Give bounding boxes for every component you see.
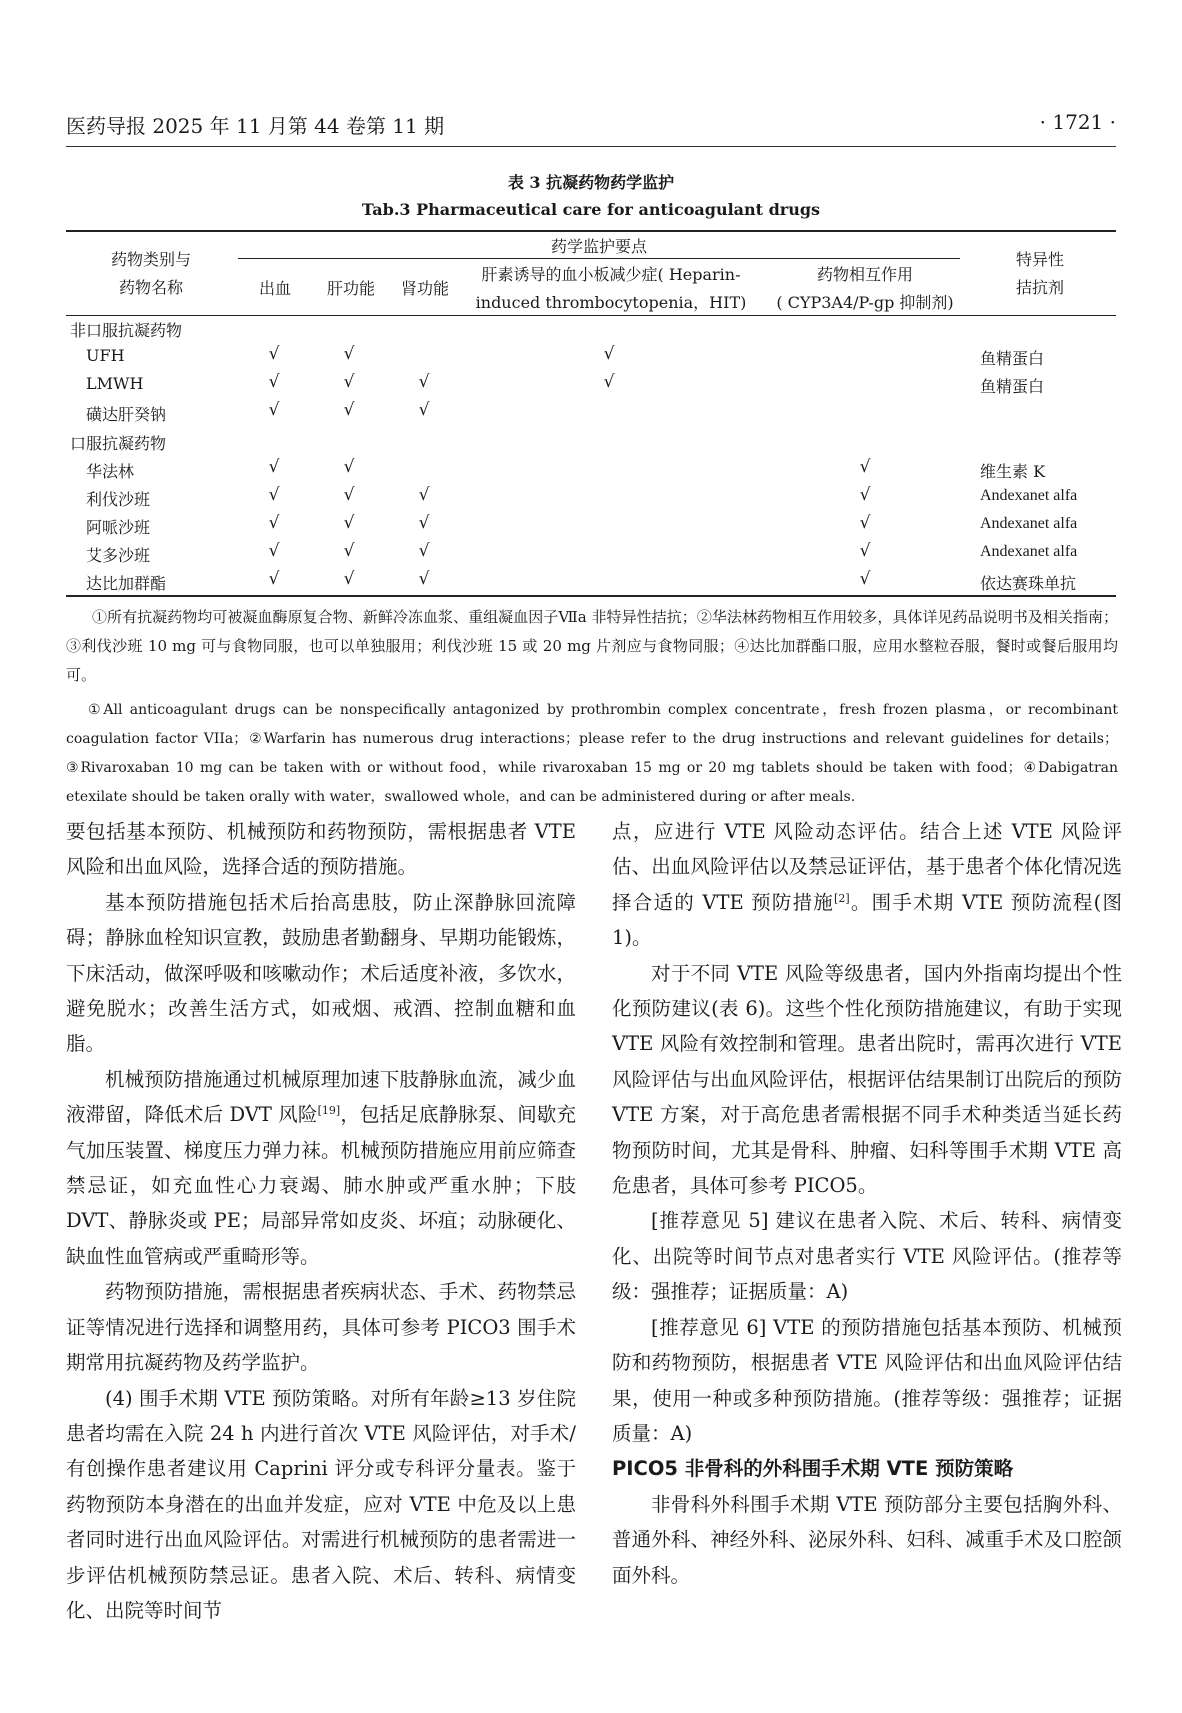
journal-header: 医药导报 2025 年 11 月第 44 卷第 11 期 [66, 114, 445, 138]
check-mark: √ [268, 372, 280, 392]
citation: [2] [834, 891, 850, 905]
paragraph-text: ，包括足底静脉泵、间歇充气加压装置、梯度压力弹力袜。机械预防措施应用前应筛查禁忌证，如充血性心力衰竭、肺水肿或严重水肿；下肢 DVT、静脉炎或 PE；局部异常如皮炎、坏疽；动脉硬化、缺血性血管病或严重畸形等。 [66, 1103, 576, 1268]
table-caption-cn: 表 3 抗凝药物药学监护 [507, 173, 675, 192]
check-mark: √ [343, 457, 355, 477]
check-mark: √ [418, 541, 430, 561]
antidote: 依达赛珠单抗 [980, 574, 1077, 593]
antidote: Andexanet alfa [980, 543, 1078, 560]
col-header-drug-line1: 药物类别与 [110, 250, 191, 269]
table-group-rule [238, 258, 960, 259]
col-header-antidote-line1: 特异性 [1015, 250, 1064, 269]
check-mark: √ [268, 569, 280, 589]
drug-name: LMWH [86, 374, 144, 393]
check-mark: √ [343, 513, 355, 533]
section-heading: PICO5 非骨科的外科围手术期 VTE 预防策略 [612, 1457, 1014, 1481]
antidote: 鱼精蛋白 [980, 377, 1045, 396]
header-rule [66, 146, 1116, 147]
check-mark: √ [859, 541, 871, 561]
table-caption-en: Tab.3 Pharmaceutical care for anticoagulant drugs [361, 200, 821, 219]
recommendation: [推荐意见 6] VTE 的预防措施包括基本预防、机械预防和药物预防，根据患者 VTE 风险评估和出血风险评估结果，使用一种或多种预防措施。(推荐等级：强推荐；证据质量：A) [612, 1315, 1122, 1445]
paragraph: 基本预防措施包括术后抬高患肢，防止深静脉回流障碍；静脉血栓知识宣教，鼓励患者勤翻身、早期功能锻炼，下床活动，做深呼吸和咳嗽动作；术后适度补液，多饮水，避免脱水；改善生活方式，如戒烟、戒酒、控制血糖和血脂。 [66, 890, 576, 1056]
col-header-hit-line1: 肝素诱导的血小板减少症( Heparin- [481, 265, 741, 284]
check-mark: √ [418, 513, 430, 533]
col-header-ddi-line1: 药物相互作用 [816, 265, 913, 284]
check-mark: √ [343, 400, 355, 420]
check-mark: √ [343, 344, 355, 364]
check-mark: √ [268, 457, 280, 477]
col-header-drug-line2: 药物名称 [118, 278, 183, 297]
check-mark: √ [268, 513, 280, 533]
check-mark: √ [343, 372, 355, 392]
table-note-en: ①All anticoagulant drugs can be nonspecifically antagonized by prothrombin complex concentrate，fresh frozen plasma，or recombinant coagulation factor VIIa；②Warfarin has numerous drug interactions；please refer to the drug instructions and relevant guidelines for details；③Rivaroxaban 10 mg can be taken with or without food，while rivaroxaban 15 mg or 20 mg tablets should be taken with food；④Dabigatran etexilate should be taken orally with water，swallowed whole，and can be administered during or after meals. [66, 702, 1118, 805]
antidote: 维生素 K [980, 462, 1046, 481]
recommendation: [推荐意见 5] 建议在患者入院、术后、转科、病情变化、出院等时间节点对患者实行 VTE 风险评估。(推荐等级：强推荐；证据质量：A) [612, 1209, 1122, 1304]
paragraph: 对于不同 VTE 风险等级患者，国内外指南均提出个性化预防建议(表 6)。这些个性化预防措施建议，有助于实现 VTE 风险有效控制和管理。患者出院时，需再次进行 VTE 风险评估与出血风险评估，根据评估结果制订出院后的预防 VTE 方案，对于高危患者需根据不同手术种类适当延长药物预防时间，尤其是骨科、肿瘤、妇科等围手术期 VTE 高危患者，具体可参考 PICO5。 [612, 961, 1122, 1198]
check-mark: √ [268, 344, 280, 364]
paragraph [66, 1062, 576, 1274]
paragraph: (4) 围手术期 VTE 预防策略。对所有年龄≥13 岁住院患者均需在入院 24 h 内进行首次 VTE 风险评估，对手术/有创操作患者建议用 Caprini 评分或专科评分量表。鉴于药物预防本身潜在的出血并发症，应对 VTE 中危及以上患者同时进行出血风险评估。对需进行机械预防的患者需进一步评估机械预防禁忌证。患者入院、术后、转科、病情变化、出院等时间节 [66, 1386, 576, 1622]
check-mark: √ [859, 569, 871, 589]
citation: [19] [317, 1104, 341, 1118]
page-number: · 1721 · [1039, 110, 1116, 134]
table-top-rule [66, 230, 1116, 232]
check-mark: √ [343, 541, 355, 561]
paragraph: 要包括基本预防、机械预防和药物预防，需根据患者 VTE 风险和出血风险，选择合适的预防措施。 [66, 820, 576, 879]
body-column-right [612, 814, 1122, 1593]
body-column-left [66, 814, 576, 1628]
check-mark: √ [268, 400, 280, 420]
row-group-oral: 口服抗凝药物 [70, 434, 167, 453]
col-header-group: 药学监护要点 [550, 237, 647, 256]
check-mark: √ [603, 372, 615, 392]
drug-name: UFH [86, 346, 125, 365]
check-mark: √ [268, 485, 280, 505]
check-mark: √ [859, 485, 871, 505]
check-mark: √ [343, 485, 355, 505]
col-header-hit-line2: induced thrombocytopenia，HIT) [475, 293, 747, 312]
check-mark: √ [603, 344, 615, 364]
paragraph: 药物预防措施，需根据患者疾病状态、手术、药物禁忌证等情况进行选择和调整用药，具体可参考 PICO3 围手术期常用抗凝药物及药学监护。 [66, 1280, 576, 1375]
col-header-bleeding: 出血 [258, 279, 291, 298]
check-mark: √ [268, 541, 280, 561]
antidote: Andexanet alfa [980, 487, 1078, 504]
col-header-kidney: 肾功能 [400, 279, 449, 298]
check-mark: √ [859, 457, 871, 477]
check-mark: √ [343, 569, 355, 589]
row-group-parenteral: 非口服抗凝药物 [70, 321, 183, 340]
table-note-cn: ①所有抗凝药物均可被凝血酶原复合物、新鲜冷冻血浆、重组凝血因子Ⅶa 非特异性拮抗；②华法林药物相互作用较多，具体详见药品说明书及相关指南；③利伐沙班 10 mg 可与食物同服，也可以单独服用；利伐沙班 15 或 20 mg 片剂应与食物同服；④达比加群酯口服，应用水整粒吞服，餐时或餐后服用均可。 [66, 608, 1118, 684]
drug-name: 阿哌沙班 [86, 518, 151, 537]
check-mark: √ [418, 569, 430, 589]
col-header-liver: 肝功能 [326, 279, 375, 298]
check-mark: √ [859, 513, 871, 533]
drug-name: 华法林 [86, 462, 135, 481]
col-header-antidote-line2: 拮抗剂 [1015, 278, 1064, 297]
paragraph-text: 。围手术期 VTE 预防流程(图 1)。 [612, 890, 1122, 950]
table-bottom-rule [66, 595, 1116, 597]
check-mark: √ [418, 372, 430, 392]
paragraph [612, 814, 1122, 956]
check-mark: √ [418, 485, 430, 505]
check-mark: √ [418, 400, 430, 420]
paragraph: 非骨科外科围手术期 VTE 预防部分主要包括胸外科、普通外科、神经外科、泌尿外科、妇科、减重手术及口腔颌面外科。 [612, 1492, 1122, 1587]
drug-name: 艾多沙班 [86, 546, 151, 565]
antidote: Andexanet alfa [980, 515, 1078, 532]
col-header-ddi-line2: ( CYP3A4/P-gp 抑制剂) [776, 293, 954, 312]
paragraph-text: 点，应进行 VTE 风险动态评估。结合上述 VTE 风险评估、出血风险评估以及禁忌证评估，基于患者个体化情况选择合适的 VTE 预防措施 [612, 820, 1122, 914]
table-header-rule [66, 315, 1116, 316]
drug-name: 利伐沙班 [86, 490, 151, 509]
drug-name: 磺达肝癸钠 [86, 405, 167, 424]
drug-name: 达比加群酯 [86, 574, 167, 593]
antidote: 鱼精蛋白 [980, 349, 1045, 368]
paragraph-text: 机械预防措施通过机械原理加速下肢静脉血流，减少血液滞留，降低术后 DVT 风险 [66, 1067, 576, 1127]
